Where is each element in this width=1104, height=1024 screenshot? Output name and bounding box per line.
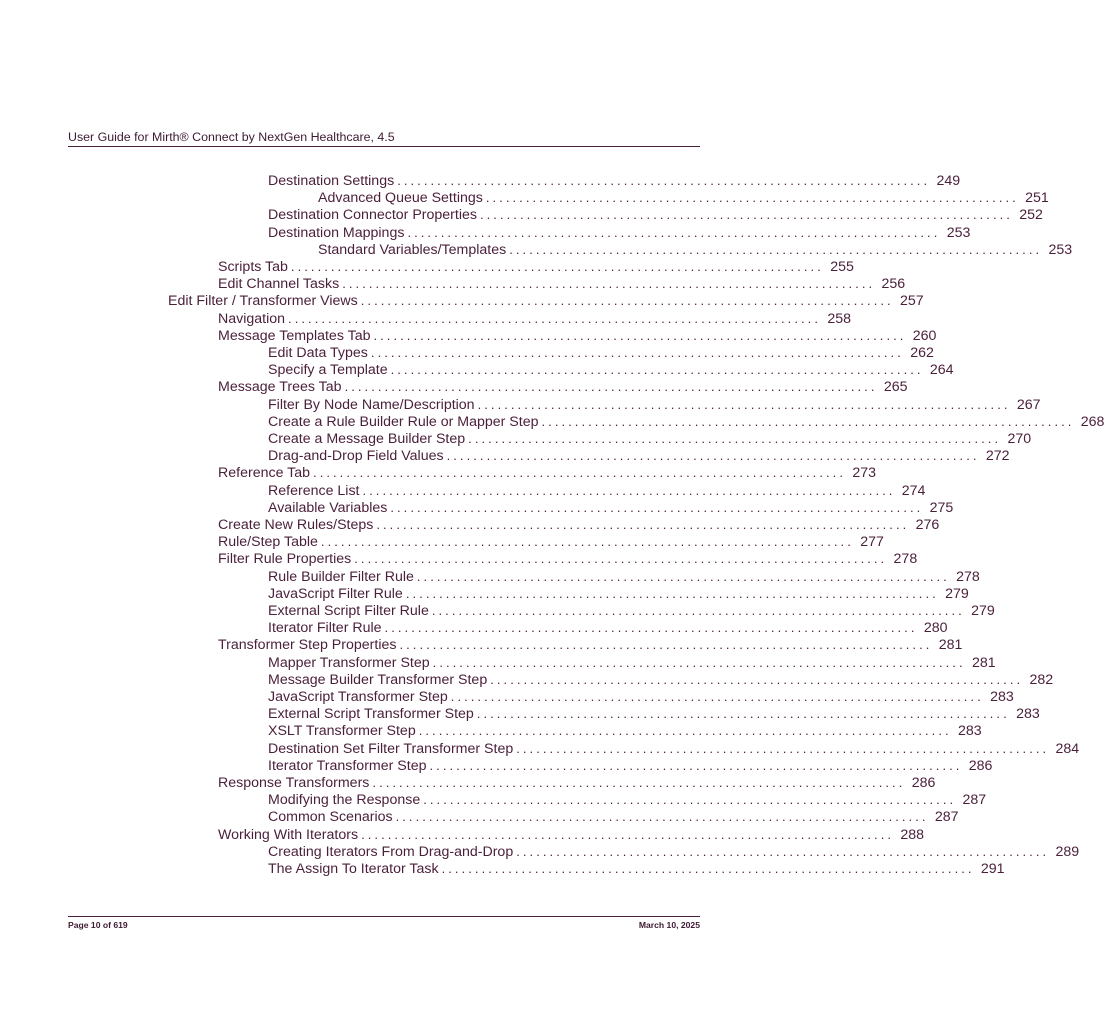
dot-leader: ................................................................................ (342, 276, 876, 292)
toc-entry-title: External Script Transformer Step (268, 706, 474, 723)
toc-entry[interactable] (318, 241, 1073, 258)
document-title: User Guide for Mirth® Connect by NextGen Healthcare, 4.5 (68, 130, 395, 144)
toc-entry-title: Standard Variables/Templates (318, 241, 507, 258)
toc-entry-title: Destination Settings (268, 173, 395, 189)
toc-entry[interactable] (268, 808, 959, 826)
toc-entry-title: JavaScript Filter Rule (268, 585, 403, 602)
toc-entry-title: Message Builder Transformer Step (268, 671, 488, 688)
toc-entry-page: 272 (985, 448, 1010, 465)
toc-entry[interactable] (218, 533, 884, 551)
toc-entry-page: 274 (901, 482, 926, 499)
toc-entry-title: Edit Filter / Transformer Views (168, 293, 358, 310)
toc-entry-title: Destination Connector Properties (268, 207, 477, 224)
dot-leader: ................................................................................ (373, 327, 907, 343)
toc-entry[interactable] (268, 654, 996, 671)
dot-leader: ................................................................................ (362, 482, 896, 498)
toc-entry-page: 260 (912, 327, 937, 344)
toc-entry-title: Available Variables (268, 499, 388, 516)
toc-entry-title: Transformer Step Properties (218, 637, 397, 654)
toc-entry[interactable] (268, 413, 1104, 430)
dot-leader: ................................................................................ (516, 740, 1050, 756)
toc-entry[interactable] (218, 774, 936, 791)
toc-entry-page: 281 (971, 654, 996, 671)
dot-leader: ................................................................................ (429, 757, 963, 773)
dot-leader: ................................................................................ (361, 826, 895, 842)
toc-entry-title: JavaScript Transformer Step (268, 689, 448, 705)
toc-entry[interactable] (218, 464, 876, 482)
toc-entry[interactable] (268, 499, 954, 516)
toc-entry-page: 281 (938, 637, 963, 654)
toc-entry[interactable] (268, 740, 1080, 757)
toc-entry-page: 249 (936, 173, 961, 189)
toc-entry-title: External Script Filter Rule (268, 603, 429, 619)
toc-entry-title: Response Transformers (218, 775, 370, 791)
dot-leader: ................................................................................ (370, 345, 904, 360)
toc-entry[interactable] (268, 791, 987, 809)
toc-entry[interactable] (268, 602, 995, 619)
toc-entry-page: 265 (883, 379, 908, 396)
toc-entry[interactable] (268, 396, 1041, 413)
toc-entry[interactable] (268, 671, 1054, 688)
toc-entry[interactable] (268, 705, 1040, 723)
toc-entry-page: 255 (830, 259, 854, 275)
toc-entry-page: 268 (1080, 413, 1104, 430)
toc-entry[interactable] (218, 550, 918, 568)
toc-entry-page: 273 (852, 465, 876, 482)
dot-leader: ................................................................................ (477, 396, 1011, 412)
toc-entry-page: 284 (1055, 740, 1080, 757)
toc-entry[interactable] (318, 189, 1049, 207)
toc-entry[interactable] (268, 206, 1043, 224)
toc-entry-page: 283 (958, 723, 982, 740)
toc-entry[interactable] (268, 722, 982, 740)
dot-leader: ................................................................................ (418, 723, 952, 739)
toc-entry-title: Reference Tab (218, 465, 311, 482)
dot-leader: ................................................................................ (344, 379, 878, 395)
dot-leader: ................................................................................ (446, 448, 980, 464)
toc-entry-title: Message Templates Tab (218, 327, 371, 344)
toc-entry-title: Modifying the Response (268, 792, 421, 809)
toc-entry-page: 286 (911, 775, 936, 791)
toc-entry[interactable] (268, 568, 980, 585)
toc-entry-title: Edit Data Types (268, 345, 368, 361)
toc-entry[interactable] (268, 224, 971, 241)
page-header (68, 130, 700, 147)
toc-entry-page: 264 (929, 362, 954, 379)
toc-entry-title: Drag-and-Drop Field Values (268, 448, 444, 465)
dot-leader: ................................................................................ (485, 190, 1019, 206)
toc-entry-page: 278 (893, 551, 918, 568)
dot-leader: ................................................................................ (423, 792, 957, 808)
toc-entry-title: Iterator Transformer Step (268, 757, 427, 774)
toc-entry[interactable] (268, 585, 969, 602)
toc-entry[interactable] (218, 826, 925, 843)
page-footer (68, 916, 700, 933)
dot-leader: ................................................................................ (288, 310, 821, 326)
toc-entry-page: 258 (827, 310, 851, 327)
toc-entry-page: 251 (1025, 190, 1049, 207)
toc-entry-page: 270 (1007, 431, 1032, 447)
dot-leader: ................................................................................ (390, 362, 924, 378)
toc-entry[interactable] (218, 310, 851, 327)
dot-leader: ................................................................................ (450, 689, 984, 704)
dot-leader: ................................................................................ (407, 224, 941, 240)
toc-entry-page: 262 (910, 345, 934, 361)
toc-entry-title: Destination Mappings (268, 224, 405, 241)
dot-leader: ................................................................................ (509, 241, 1043, 257)
toc-entry-page: 288 (900, 826, 925, 843)
toc-entry[interactable] (268, 430, 1032, 447)
toc-entry[interactable] (268, 344, 934, 361)
toc-entry-page: 252 (1019, 207, 1043, 224)
toc-entry-title: Mapper Transformer Step (268, 654, 430, 671)
toc-entry-page: 291 (980, 861, 1005, 877)
toc-entry[interactable] (218, 636, 963, 654)
toc-entry-page: 275 (929, 499, 954, 516)
toc-entry-page: 286 (968, 757, 993, 774)
toc-entry-title: Working With Iterators (218, 826, 359, 843)
dot-leader: ................................................................................ (397, 173, 931, 188)
dot-leader: ................................................................................ (372, 775, 906, 790)
toc-entry[interactable] (268, 757, 993, 774)
toc-entry[interactable] (168, 292, 924, 310)
dot-leader: ................................................................................ (313, 465, 846, 481)
page-number: Page 10 of 619 (68, 920, 128, 930)
dot-leader: ................................................................................ (399, 637, 933, 653)
dot-leader: ................................................................................ (479, 207, 1013, 223)
dot-leader: ................................................................................ (384, 620, 918, 636)
dot-leader: ................................................................................ (360, 293, 894, 309)
toc-entry-title: Create New Rules/Steps (218, 517, 374, 533)
toc-entry[interactable] (218, 258, 854, 275)
toc-entry-title: Create a Rule Builder Rule or Mapper Step (268, 413, 539, 430)
dot-leader: ................................................................................ (476, 706, 1010, 722)
toc-entry[interactable] (218, 516, 940, 533)
toc-entry[interactable] (268, 860, 1005, 877)
toc-entry-title: Rule Builder Filter Rule (268, 568, 414, 585)
toc-entry-title: Advanced Queue Settings (318, 190, 483, 207)
dot-leader: ................................................................................ (354, 551, 888, 567)
dot-leader: ................................................................................ (416, 568, 950, 584)
dot-leader: ................................................................................ (376, 517, 910, 532)
dot-leader: ................................................................................ (516, 843, 1050, 859)
dot-leader: ................................................................................ (290, 259, 824, 274)
dot-leader: ................................................................................ (431, 603, 965, 618)
toc-entry-title: Specify a Template (268, 362, 388, 379)
dot-leader: ................................................................................ (441, 861, 975, 876)
dot-leader: ................................................................................ (320, 534, 854, 550)
toc-entry-page: 278 (956, 568, 980, 585)
toc-entry-title: Create a Message Builder Step (268, 431, 466, 447)
dot-leader: ................................................................................ (468, 431, 1002, 446)
dot-leader: ................................................................................ (405, 585, 939, 601)
toc-entry-title: Reference List (268, 482, 360, 499)
toc-entry-page: 283 (1016, 706, 1040, 723)
toc-entry-page: 253 (946, 224, 971, 241)
toc-entry-page: 289 (1055, 843, 1080, 860)
toc-entry-title: The Assign To Iterator Task (268, 861, 439, 877)
toc-entry-page: 279 (945, 585, 969, 602)
toc-entry-page: 287 (934, 809, 959, 826)
toc-entry-title: Edit Channel Tasks (218, 276, 340, 293)
toc-entry[interactable] (218, 327, 937, 344)
toc-entry-title: Navigation (218, 310, 286, 327)
toc-entry-page: 280 (923, 620, 948, 637)
toc-entry-page: 253 (1048, 241, 1073, 258)
dot-leader: ................................................................................ (490, 671, 1024, 687)
toc-entry[interactable] (268, 361, 954, 379)
toc-entry-title: Message Trees Tab (218, 379, 342, 396)
toc-entry-page: 257 (900, 293, 924, 310)
toc-entry-page: 283 (990, 689, 1014, 705)
toc-entry[interactable] (218, 378, 908, 396)
toc-entry[interactable] (218, 275, 906, 293)
dot-leader: ................................................................................ (432, 654, 966, 670)
toc-entry[interactable] (268, 447, 1010, 465)
toc-entry[interactable] (268, 688, 1014, 705)
dot-leader: ................................................................................ (390, 499, 924, 515)
toc-entry-title: Creating Iterators From Drag-and-Drop (268, 843, 514, 860)
toc-entry[interactable] (268, 843, 1080, 860)
toc-entry-page: 256 (881, 276, 906, 293)
toc-entry[interactable] (268, 482, 926, 499)
toc-entry-page: 287 (962, 792, 987, 809)
toc-entry-title: Scripts Tab (218, 259, 288, 275)
toc-entry-title: Filter By Node Name/Description (268, 396, 475, 413)
toc-entry-page: 267 (1016, 396, 1041, 413)
toc-entry-title: Iterator Filter Rule (268, 620, 382, 637)
toc-entry-page: 277 (860, 534, 884, 551)
publication-date: March 10, 2025 (638, 920, 700, 930)
toc-entry-title: XSLT Transformer Step (268, 723, 416, 740)
toc-entry-page: 276 (915, 517, 940, 533)
toc-entry-title: Filter Rule Properties (218, 551, 352, 568)
toc-entry-page: 282 (1029, 671, 1054, 688)
toc-entry[interactable] (268, 172, 961, 189)
toc-entry-title: Destination Set Filter Transformer Step (268, 740, 514, 757)
dot-leader: ................................................................................ (541, 413, 1075, 429)
toc-entry-title: Common Scenarios (268, 809, 393, 826)
toc-entry-title: Rule/Step Table (218, 534, 318, 551)
toc-entry[interactable] (268, 619, 948, 637)
toc-entry-page: 279 (971, 603, 995, 619)
dot-leader: ................................................................................ (395, 809, 929, 825)
